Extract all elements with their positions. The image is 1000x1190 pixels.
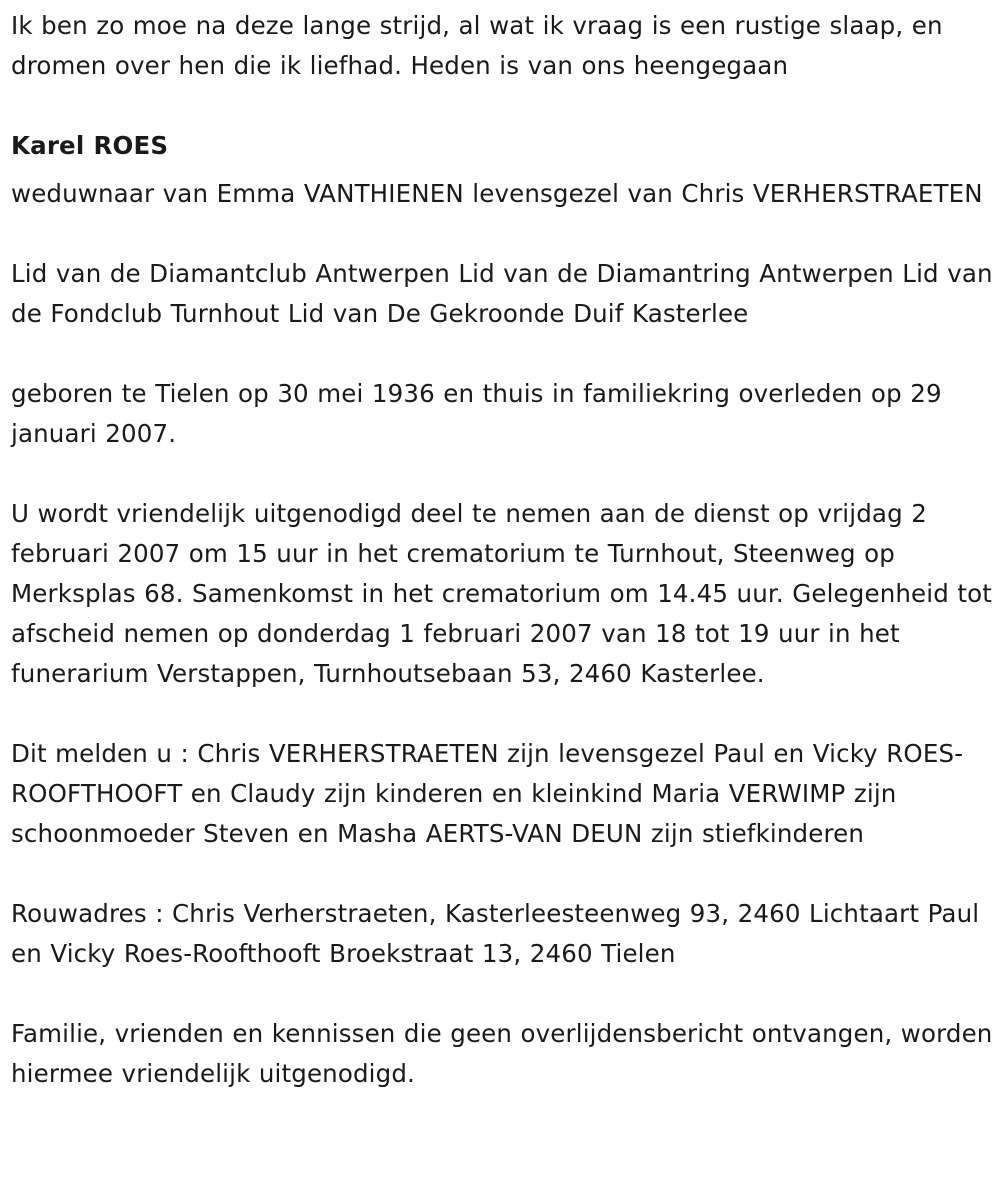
relations-text: weduwnaar van Emma VANTHIENEN levensgezel van Chris VERHERSTRAETEN bbox=[11, 179, 983, 208]
memberships-text: Lid van de Diamantclub Antwerpen Lid van de Diamantring Antwerpen Lid van de Fondclub Turnhout Lid van De Gekroonde Duif Kasterlee bbox=[11, 259, 993, 328]
opening-text: Ik ben zo moe na deze lange strijd, al wat ik vraag is een rustige slaap, en dromen over hen die ik liefhad. Heden is van ons heengegaan bbox=[11, 11, 943, 80]
mourning-address-text: Rouwadres : Chris Verherstraeten, Kasterleesteenweg 93, 2460 Lichtaart Paul en Vicky Roes-Roofthooft Broekstraat 13, 2460 Tielen bbox=[11, 899, 980, 968]
birth-death-text: geboren te Tielen op 30 mei 1936 en thuis in familiekring overleden op 29 januari 2007. bbox=[11, 379, 942, 448]
closing-text: Familie, vrienden en kennissen die geen overlijdensbericht ontvangen, worden hiermee vriendelijk uitgenodigd. bbox=[11, 1019, 993, 1088]
death-notice bbox=[11, 6, 996, 1094]
announced-by-text: Dit melden u : Chris VERHERSTRAETEN zijn levensgezel Paul en Vicky ROES-ROOFTHOOFT en Claudy zijn kinderen en kleinkind Maria VERWIMP zijn schoonmoeder Steven en Masha AERTS-VAN DEUN zijn stiefkinderen bbox=[11, 739, 964, 848]
service-text: U wordt vriendelijk uitgenodigd deel te nemen aan de dienst op vrijdag 2 februari 2007 om 15 uur in het crematorium te Turnhout, Steenweg op Merksplas 68. Samenkomst in het crematorium om 14.45 uur. Gelegenheid tot afscheid nemen op donderdag 1 februari 2007 van 18 tot 19 uur in het funerarium Verstappen, Turnhoutsebaan 53, 2460 Kasterlee. bbox=[11, 499, 993, 688]
deceased-name: Karel ROES bbox=[11, 131, 169, 160]
